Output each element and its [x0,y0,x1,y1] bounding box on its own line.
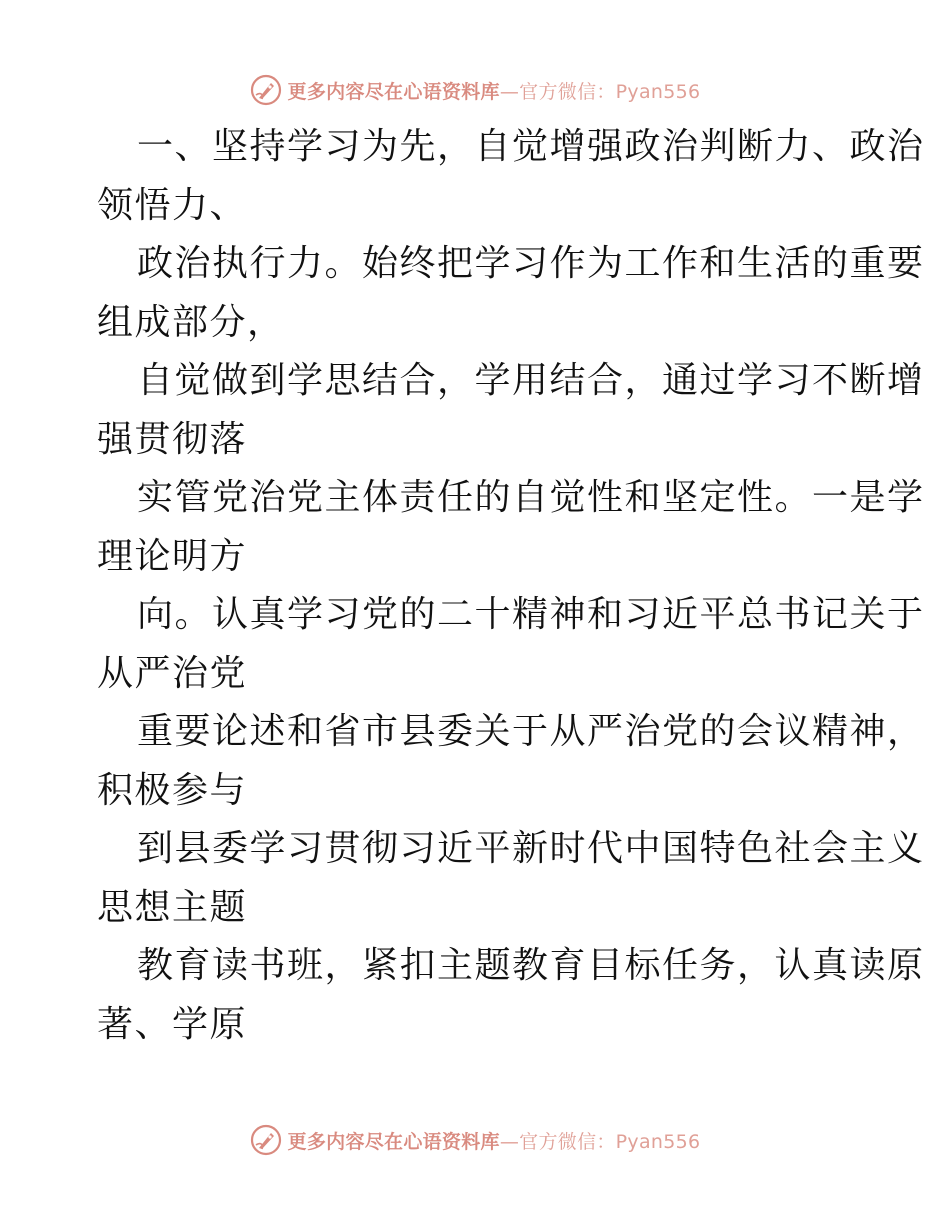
paragraph-line: 领悟力、 [97,184,248,226]
paragraph-line: 从严治党 [97,652,248,694]
watermark-text [288,77,701,104]
watermark-dash: — [499,1130,520,1153]
watermark-container [250,1120,701,1160]
paragraph-line: 思想主题 [97,886,248,928]
paragraph-line: 重要论述和省市县委关于从严治党的会议精神， [137,711,925,752]
watermark-brand: 更多内容尽在心语资料库 [287,1130,500,1153]
watermark-brand: 更多内容尽在心语资料库 [287,80,500,103]
document-body [97,118,925,1054]
watermark-contact: 官方微信：Pyan556 [519,1130,701,1153]
watermark-contact: 官方微信：Pyan556 [519,80,701,103]
paragraph-line: 积极参与 [97,769,248,811]
watermark-text [288,1127,701,1154]
paragraph-line: 到县委学习贯彻习近平新时代中国特色社会主义 [137,828,925,869]
pen-nib-logo-icon [250,1124,282,1156]
paragraph-line: 一、坚持学习为先，自觉增强政治判断力、政治 [137,126,925,167]
paragraph-line: 教育读书班，紧扣主题教育目标任务，认真读原 [137,945,925,986]
paragraph-line: 向。认真学习党的二十精神和习近平总书记关于 [137,594,925,635]
watermark-container [250,70,701,110]
paragraph-line: 自觉做到学思结合，学用结合，通过学习不断增 [137,360,925,401]
paragraph-line: 著、学原 [97,1003,248,1045]
header-watermark [0,70,950,110]
paragraph-line: 理论明方 [97,535,248,577]
footer-watermark [0,1120,950,1160]
paragraph-line: 强贯彻落 [97,418,248,460]
paragraph-line: 组成部分， [97,301,285,343]
paragraph-line: 实管党治党主体责任的自觉性和坚定性。一是学 [137,477,925,518]
paragraph-line: 政治执行力。始终把学习作为工作和生活的重要 [137,243,925,284]
pen-nib-logo-icon [250,74,282,106]
watermark-dash: — [499,80,520,103]
